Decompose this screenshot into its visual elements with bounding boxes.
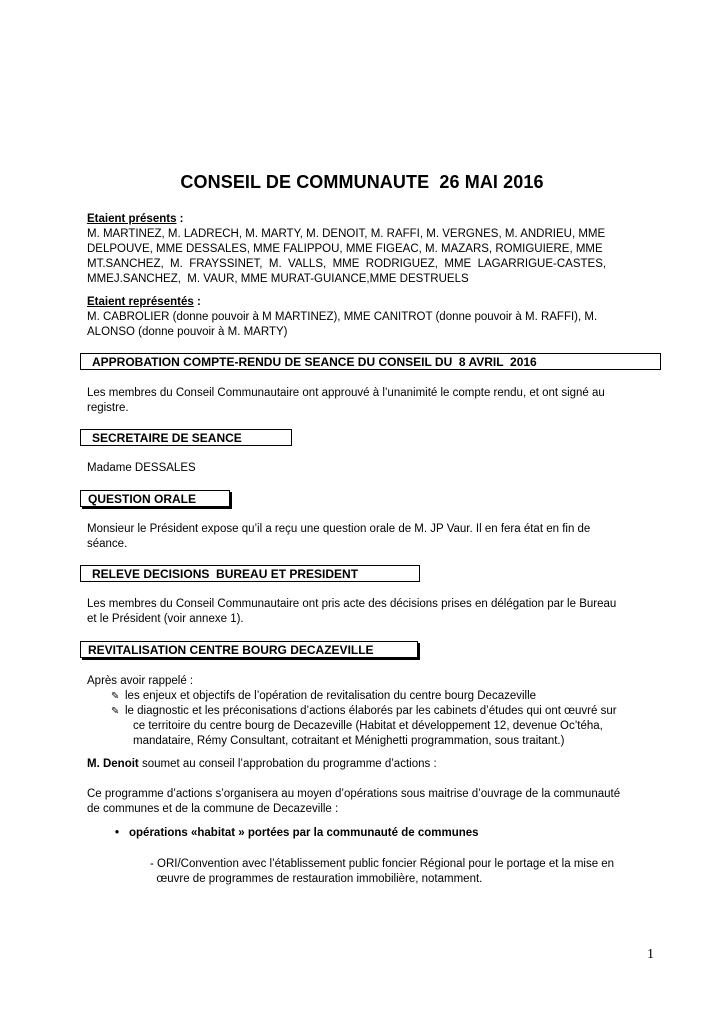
dash-item: - ORI/Convention avec l’établissement public foncier Régional pour le portage et la mise en œuvre de programmes de restauration immobilière, notamment. bbox=[150, 858, 615, 885]
question-heading: QUESTION ORALE bbox=[88, 492, 197, 506]
releve-heading: RELEVE DECISIONS BUREAU ET PRESIDENT bbox=[92, 567, 359, 581]
approbation-line: registre. bbox=[87, 402, 129, 414]
bullet-icon: • bbox=[115, 827, 120, 839]
page-number: 1 bbox=[647, 947, 654, 962]
presents-colon: : bbox=[176, 213, 184, 225]
presents-line: DELPOUVE, MME DESSALES, MME FALIPPOU, MME FIGEAC, M. MAZARS, ROMIGUIERE, MME bbox=[87, 243, 603, 255]
approbation-heading-box bbox=[80, 353, 661, 370]
arrow-item: ✎ le diagnostic et les préconisations d’actions élaborés par les cabinets d’études qui ont œuvré sur ce territoire du centre bourg de Decazeville (Habitat et développement 12, devenue Oc’téha, mandataire, Rémy Consultant, cotraitant et Ménighetti programmation, sous traitant.) bbox=[111, 705, 617, 747]
question-line: séance. bbox=[87, 538, 128, 550]
releve-line: et le Président (voir annexe 1). bbox=[87, 613, 244, 625]
presents-block bbox=[87, 212, 655, 287]
representes-line: M. CABROLIER (donne pouvoir à M MARTINEZ), MME CANITROT (donne pouvoir à M. RAFFI), M. bbox=[87, 311, 598, 323]
releve-heading-box bbox=[80, 565, 420, 582]
releve-text bbox=[87, 597, 655, 627]
presents-line: M. MARTINEZ, M. LADRECH, M. MARTY, M. DENOIT, M. RAFFI, M. VERGNES, M. ANDRIEU, MME bbox=[87, 228, 606, 240]
representes-heading: Etaient représentés bbox=[87, 296, 194, 308]
representes-block bbox=[87, 295, 655, 340]
bullet-item: • opérations «habitat » portées par la communauté de communes bbox=[115, 827, 479, 839]
arrow-icon: ✎ bbox=[111, 691, 120, 702]
representes-colon: : bbox=[193, 296, 201, 308]
approbation-heading: APPROBATION COMPTE-RENDU DE SEANCE DU CONSEIL DU 8 AVRIL 2016 bbox=[92, 355, 537, 369]
approbation-line: Les membres du Conseil Communautaire ont approuvé à l’unanimité le compte rendu, et ont signé au bbox=[87, 387, 605, 399]
revitalisation-intro: Après avoir rappelé : bbox=[87, 675, 194, 687]
denoit-text: soumet au conseil l’approbation du programme d’actions : bbox=[138, 758, 437, 770]
presents-heading: Etaient présents bbox=[87, 213, 177, 225]
revitalisation-heading: REVITALISATION CENTRE BOURG DECAZEVILLE bbox=[88, 643, 374, 657]
question-line: Monsieur le Président expose qu’il a reçu une question orale de M. JP Vaur. Il en fera état en fin de bbox=[87, 523, 591, 535]
secretaire-text: Madame DESSALES bbox=[87, 462, 196, 474]
question-text bbox=[87, 522, 655, 552]
programme-line: de communes et de la commune de Decazeville : bbox=[87, 803, 339, 815]
secretaire-heading-box bbox=[80, 429, 292, 446]
programme-paragraph bbox=[87, 787, 655, 817]
releve-line: Les membres du Conseil Communautaire ont pris acte des décisions prises en délégation par le Bureau bbox=[87, 598, 617, 610]
page-title: CONSEIL DE COMMUNAUTE 26 MAI 2016 bbox=[180, 172, 544, 192]
denoit-paragraph bbox=[87, 757, 655, 772]
presents-line: MT.SANCHEZ, M. FRAYSSINET, M. VALLS, MME RODRIGUEZ, MME LAGARRIGUE-CASTES, bbox=[87, 258, 607, 270]
question-heading-box bbox=[80, 490, 230, 507]
programme-line: Ce programme d’actions s’organisera au moyen d’opérations sous maitrise d’ouvrage de la communauté bbox=[87, 788, 621, 800]
arrow-item: ✎ les enjeux et objectifs de l’opération de revitalisation du centre bourg Decazeville bbox=[111, 690, 537, 702]
revitalisation-heading-box bbox=[80, 641, 418, 658]
secretaire-heading: SECRETAIRE DE SEANCE bbox=[92, 431, 242, 445]
representes-line: ALONSO (donne pouvoir à M. MARTY) bbox=[87, 326, 288, 338]
presents-line: MMEJ.SANCHEZ, M. VAUR, MME MURAT-GUIANCE,MME DESTRUELS bbox=[87, 273, 469, 285]
arrow-icon: ✎ bbox=[111, 706, 120, 717]
approbation-text bbox=[87, 386, 655, 416]
denoit-name: M. Denoit bbox=[87, 758, 139, 770]
